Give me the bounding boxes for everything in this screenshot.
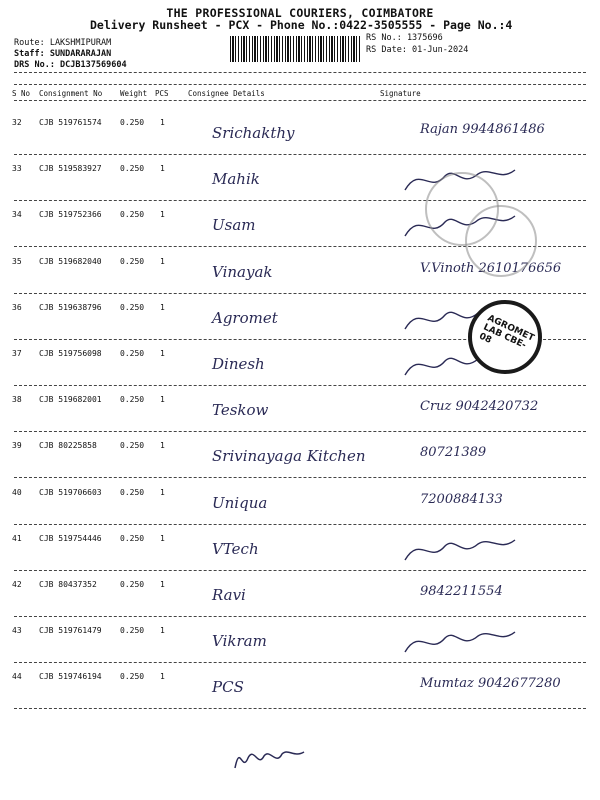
column-pcs: PCS <box>155 89 169 98</box>
company-title: THE PROFESSIONAL COURIERS, COIMBATORE <box>166 6 434 20</box>
row-weight: 0.250 <box>120 672 145 681</box>
row-weight: 0.250 <box>120 210 145 219</box>
row-consignment: CJB 519754446 <box>39 534 102 543</box>
company-seal-stamp-2 <box>465 205 537 277</box>
row-consignee: Vinayak <box>212 263 273 281</box>
header-divider <box>14 72 586 73</box>
row-consignment: CJB 519706603 <box>39 488 102 497</box>
row-sno: 37 <box>12 349 22 358</box>
row-pcs: 1 <box>160 672 165 681</box>
row-signature: Rajan 9944861486 <box>420 122 545 137</box>
row-pcs: 1 <box>160 349 165 358</box>
row-weight: 0.250 <box>120 395 145 404</box>
header-divider-2 <box>14 84 586 85</box>
agromet-lab-stamp <box>468 300 542 374</box>
row-pcs: 1 <box>160 303 165 312</box>
row-consignment: CJB 519682001 <box>39 395 102 404</box>
row-pcs: 1 <box>160 257 165 266</box>
row-divider <box>14 431 586 432</box>
column-signature: Signature <box>380 89 421 98</box>
row-pcs: 1 <box>160 580 165 589</box>
row-consignment: CJB 519752366 <box>39 210 102 219</box>
row-pcs: 1 <box>160 118 165 127</box>
row-sno: 35 <box>12 257 22 266</box>
agromet-stamp-text: AGROMET LAB CBE-08 <box>477 313 536 351</box>
row-signature: 9842211554 <box>420 584 503 599</box>
row-consignee: Srivinayaga Kitchen <box>212 447 366 465</box>
row-consignee: Usam <box>212 216 256 234</box>
row-sno: 32 <box>12 118 22 127</box>
row-divider <box>14 708 586 709</box>
column-consignee: Consignee Details <box>188 89 265 98</box>
row-divider <box>14 524 586 525</box>
row-signature: Cruz 9042420732 <box>420 399 539 414</box>
row-divider <box>14 385 586 386</box>
row-pcs: 1 <box>160 164 165 173</box>
runsheet-title: Delivery Runsheet - PCX - Phone No.:0422-3505555 - Page No.:4 <box>90 18 513 32</box>
row-sno: 42 <box>12 580 22 589</box>
row-consignment: CJB 519761479 <box>39 626 102 635</box>
row-weight: 0.250 <box>120 441 145 450</box>
row-pcs: 1 <box>160 488 165 497</box>
row-weight: 0.250 <box>120 488 145 497</box>
row-consignee: Mahik <box>212 170 260 188</box>
row-signature-scribble <box>400 622 520 660</box>
row-weight: 0.250 <box>120 257 145 266</box>
row-sno: 39 <box>12 441 22 450</box>
row-consignment: CJB 80225858 <box>39 441 97 450</box>
row-weight: 0.250 <box>120 303 145 312</box>
row-pcs: 1 <box>160 210 165 219</box>
row-weight: 0.250 <box>120 164 145 173</box>
footer-signature <box>230 738 310 778</box>
row-consignee: Dinesh <box>212 355 265 373</box>
row-sno: 40 <box>12 488 22 497</box>
row-signature: V.Vinoth 2610176656 <box>420 261 562 276</box>
row-weight: 0.250 <box>120 534 145 543</box>
row-divider <box>14 200 586 201</box>
row-consignee: Vikram <box>212 632 267 650</box>
row-weight: 0.250 <box>120 118 145 127</box>
row-weight: 0.250 <box>120 626 145 635</box>
column-consignment: Consignment No <box>39 89 103 98</box>
row-divider <box>14 477 586 478</box>
row-consignment: CJB 80437352 <box>39 580 97 589</box>
row-pcs: 1 <box>160 534 165 543</box>
row-divider <box>14 154 586 155</box>
row-sno: 43 <box>12 626 22 635</box>
row-consignee: Teskow <box>212 401 269 419</box>
row-sno: 34 <box>12 210 22 219</box>
row-signature: 80721389 <box>420 445 487 460</box>
row-consignment: CJB 519756098 <box>39 349 102 358</box>
row-sno: 44 <box>12 672 22 681</box>
row-signature-scribble <box>400 530 520 568</box>
row-divider <box>14 293 586 294</box>
row-consignee: Agromet <box>212 309 278 327</box>
row-weight: 0.250 <box>120 580 145 589</box>
row-consignment: CJB 519746194 <box>39 672 102 681</box>
row-pcs: 1 <box>160 626 165 635</box>
row-consignee: Srichakthy <box>212 124 295 142</box>
row-sno: 38 <box>12 395 22 404</box>
row-signature: 7200884133 <box>420 492 503 507</box>
barcode <box>230 36 360 62</box>
rs-number: RS No.: 1375696 <box>366 33 443 43</box>
row-consignment: CJB 519583927 <box>39 164 102 173</box>
row-consignee: VTech <box>212 540 259 558</box>
row-consignee: Uniqua <box>212 494 268 512</box>
row-consignee: PCS <box>212 678 244 696</box>
row-consignment: CJB 519638796 <box>39 303 102 312</box>
row-divider <box>14 616 586 617</box>
row-sno: 33 <box>12 164 22 173</box>
row-sno: 36 <box>12 303 22 312</box>
row-pcs: 1 <box>160 441 165 450</box>
drs-number: DRS No.: DCJB137569604 <box>14 60 127 70</box>
row-consignment: CJB 519682040 <box>39 257 102 266</box>
row-sno: 41 <box>12 534 22 543</box>
row-weight: 0.250 <box>120 349 145 358</box>
row-divider <box>14 662 586 663</box>
staff-label: Staff: SUNDARARAJAN <box>14 49 112 59</box>
row-pcs: 1 <box>160 395 165 404</box>
row-consignee: Ravi <box>212 586 246 604</box>
row-consignment: CJB 519761574 <box>39 118 102 127</box>
route-label: Route: LAKSHMIPURAM <box>14 38 112 48</box>
rs-date: RS Date: 01-Jun-2024 <box>366 45 469 55</box>
column-sno: S No <box>12 89 31 98</box>
column-weight: Weight <box>120 89 148 98</box>
column-divider <box>14 100 586 101</box>
row-divider <box>14 570 586 571</box>
row-signature: Mumtaz 9042677280 <box>420 676 561 691</box>
